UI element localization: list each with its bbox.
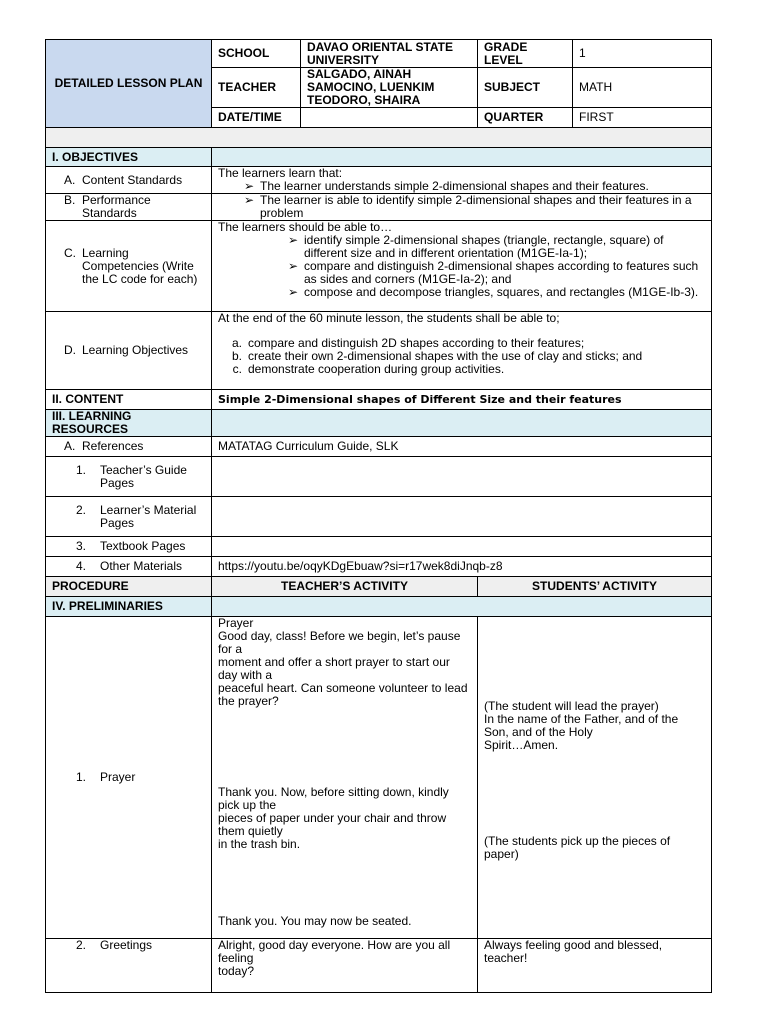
performance-standards-text: Performance Standards [82, 193, 151, 220]
teachers-guide-label [46, 457, 212, 497]
arrow-bullet-icon: ➢ [287, 259, 299, 273]
students-activity-header: STUDENTS’ ACTIVITY [478, 577, 712, 597]
learning-competencies-cell [212, 221, 712, 312]
teachers-guide-value [212, 457, 712, 497]
procedure-column-header: PROCEDURE [46, 577, 212, 597]
objectives-heading: I. OBJECTIVES [46, 148, 212, 167]
content-standards-cell [212, 167, 712, 194]
greetings-label [46, 939, 212, 993]
teacher-line: today? [218, 964, 255, 978]
spacer-row [46, 128, 712, 148]
school-value: DAVAO ORIENTAL STATE UNIVERSITY [301, 40, 478, 68]
plan-title: DETAILED LESSON PLAN [46, 40, 212, 128]
lesson-plan-page [45, 39, 711, 993]
grade-level-label: GRADE LEVEL [478, 40, 573, 68]
procedure-number: 2. [76, 938, 87, 952]
teacher-line: moment and offer a short prayer to start our day with a [218, 655, 450, 682]
objective-letter: c. [232, 362, 242, 376]
teacher-activity-header: TEACHER’S ACTIVITY [212, 577, 478, 597]
prayer-teacher-activity [212, 617, 478, 939]
learning-competencies-letter: C. [64, 245, 76, 260]
quarter-value: FIRST [573, 108, 712, 128]
resources-heading-fill [212, 410, 712, 437]
grade-level-value: 1 [573, 40, 712, 68]
student-line: (The students pick up the pieces of paper) [484, 834, 671, 861]
objectives-heading-fill [212, 148, 712, 167]
learning-competencies-intro: The learners should be able to… [218, 220, 393, 234]
teacher-label: TEACHER [212, 68, 301, 108]
procedure-label: Prayer [100, 770, 136, 784]
teacher-line: peaceful heart. Can someone volunteer to lead the prayer? [218, 681, 468, 708]
student-line: Spirit…Amen. [484, 738, 559, 752]
performance-standards-bullet: The learner is able to identify simple 2-dimensional shapes and their features in a problem [260, 193, 692, 220]
student-line: (The student will lead the prayer) [484, 699, 659, 713]
learning-competencies-text: Learning Competencies (Write the LC code for each) [82, 245, 198, 286]
teacher-line: Alright, good day everyone. How are you all feeling [218, 938, 451, 965]
arrow-bullet-icon: ➢ [243, 179, 255, 193]
lesson-plan-table [45, 39, 712, 993]
arrow-bullet-icon: ➢ [287, 233, 299, 247]
preliminaries-heading-fill [212, 597, 712, 617]
quarter-label: QUARTER [478, 108, 573, 128]
references-label [46, 437, 212, 457]
resources-heading: III. LEARNING RESOURCES [46, 410, 212, 437]
datetime-value [301, 108, 478, 128]
subject-label: SUBJECT [478, 68, 573, 108]
references-text: References [82, 439, 144, 453]
teacher-line: pieces of paper under your chair and throw them quietly [218, 811, 447, 838]
other-materials-label [46, 557, 212, 577]
arrow-bullet-icon: ➢ [243, 193, 255, 207]
objective-letter: a. [231, 336, 242, 350]
school-label: SCHOOL [212, 40, 301, 68]
textbook-pages-label [46, 537, 212, 557]
content-standards-label [46, 167, 212, 194]
textbook-pages-value [212, 537, 712, 557]
subject-value: MATH [573, 68, 712, 108]
resource-label: Other Materials [100, 559, 183, 573]
objective-letter: b. [231, 349, 242, 363]
greetings-students-activity [478, 939, 712, 993]
resource-label: Teacher’s Guide Pages [100, 462, 187, 490]
teacher-line: Thank you. Now, before sitting down, kindly pick up the [218, 785, 449, 812]
resource-number: 3. [76, 539, 87, 553]
procedure-number: 1. [76, 770, 87, 784]
greetings-teacher-activity [212, 939, 478, 993]
student-line: Always feeling good and blessed, teacher! [484, 938, 663, 965]
performance-standards-letter: B. [64, 193, 76, 207]
datetime-label: DATE/TIME [212, 108, 301, 128]
content-standards-bullet: The learner understands simple 2-dimensional shapes and their features. [260, 179, 649, 193]
other-materials-link[interactable]: https://youtu.be/oqyKDgEbuaw?si=r17wek8diJnqb-z8 [212, 557, 712, 577]
teacher-value: SALGADO, AINAH SAMOCINO, LUENKIM TEODORO, SHAIRA [301, 68, 478, 108]
objective-item: create their own 2-dimensional shapes with the use of clay and sticks; and [248, 349, 643, 363]
prayer-label [46, 617, 212, 939]
performance-standards-cell [212, 194, 712, 221]
competency-item: compose and decompose triangles, squares, and rectangles (M1GE-Ib-3). [304, 285, 699, 299]
content-standards-letter: A. [64, 172, 76, 187]
resource-number: 1. [76, 462, 87, 477]
teacher-line: Good day, class! Before we begin, let’s pause for a [218, 629, 461, 656]
references-value: MATATAG Curriculum Guide, SLK [212, 437, 712, 457]
content-standards-text: Content Standards [82, 172, 183, 187]
learning-objectives-cell [212, 312, 712, 390]
teacher-line: Thank you. You may now be seated. [218, 914, 412, 928]
content-value: Simple 2-Dimensional shapes of Different Size and their features [212, 390, 712, 410]
competency-item: compare and distinguish 2-dimensional shapes according to features such as sides and corners (M1GE-Ia-2); and [304, 259, 699, 286]
learners-material-value [212, 497, 712, 537]
learning-objectives-intro: At the end of the 60 minute lesson, the students shall be able to; [218, 311, 560, 325]
procedure-label: Greetings [100, 938, 153, 952]
content-heading: II. CONTENT [46, 390, 212, 410]
learning-objectives-label [46, 312, 212, 390]
resource-number: 2. [76, 502, 87, 517]
objective-item: compare and distinguish 2D shapes according to their features; [248, 336, 585, 350]
resource-label: Textbook Pages [100, 539, 186, 553]
content-standards-intro: The learners learn that: [218, 166, 343, 180]
prayer-students-activity [478, 617, 712, 939]
student-line: In the name of the Father, and of the Son, and of the Holy [484, 712, 679, 739]
performance-standards-label [46, 194, 212, 221]
learning-objectives-letter: D. [64, 343, 76, 357]
resource-label: Learner’s Material Pages [100, 502, 197, 530]
learners-material-label [46, 497, 212, 537]
resource-number: 4. [76, 559, 87, 573]
learning-objectives-text: Learning Objectives [82, 343, 189, 357]
teacher-line: Prayer [218, 616, 254, 630]
teacher-line: in the trash bin. [218, 837, 301, 851]
arrow-bullet-icon: ➢ [287, 285, 299, 299]
objective-item: demonstrate cooperation during group activities. [248, 362, 505, 376]
references-letter: A. [64, 439, 76, 453]
learning-competencies-label [46, 221, 212, 312]
preliminaries-heading: IV. PRELIMINARIES [46, 597, 212, 617]
competency-item: identify simple 2-dimensional shapes (triangle, rectangle, square) of different size and in different orientation (M1GE-Ia-1); [304, 233, 664, 260]
